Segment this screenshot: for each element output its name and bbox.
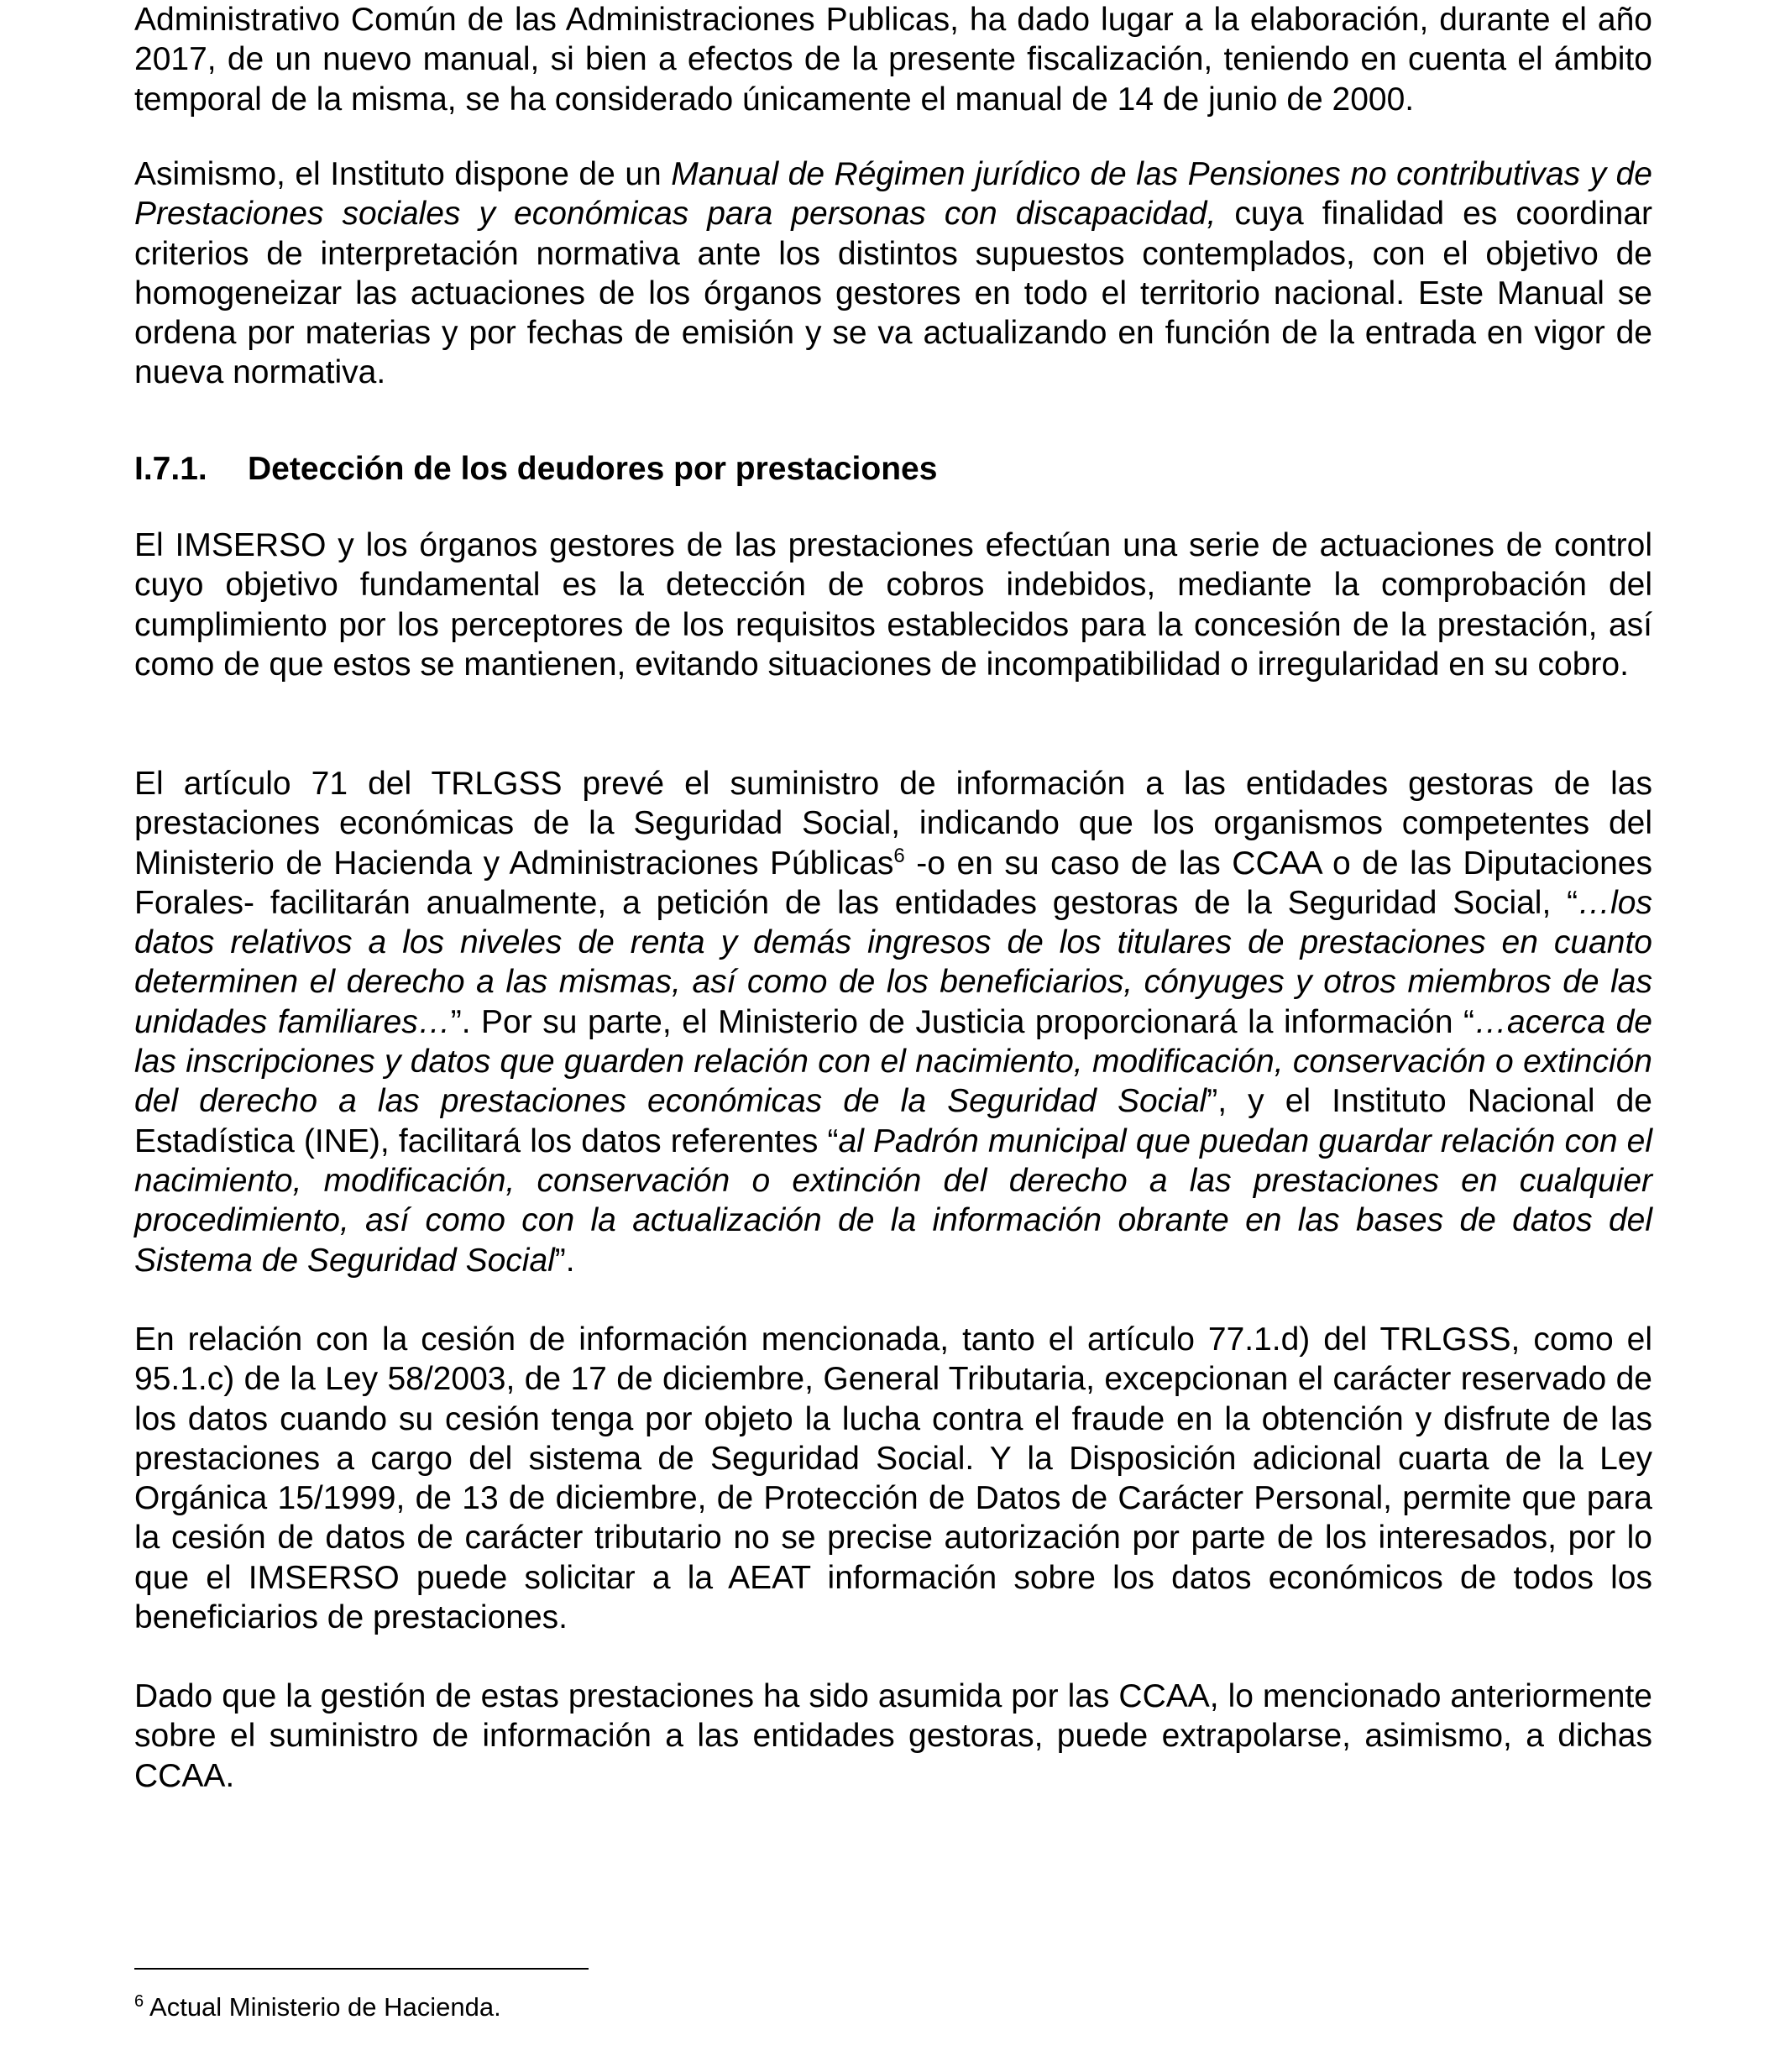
paragraph-articulo-71 <box>134 764 1652 1280</box>
text-run: -o en su caso de las CCAA o de las Diputaciones Forales- facilitarán anualmente, a petición de las entidades gestoras de la Seguridad Social, “ <box>134 845 1652 921</box>
paragraph-cesion-informacion: En relación con la cesión de información mencionada, tanto el artículo 77.1.d) del TRLGSS, como el 95.1.c) de la Ley 58/2003, de 17 de diciembre, General Tributaria, excepcionan el carácter reservado de los datos cuando su cesión tenga por objeto la lucha contra el fraude en la obtención y disfrute de las prestaciones a cargo del sistema de Seguridad Social. Y la Disposición adicional cuarta de la Ley Orgánica 15/1999, de 13 de diciembre, de Protección de Datos de Carácter Personal, permite que para la cesión de datos de carácter tributario no se precise autorización por parte de los interesados, por lo que el IMSERSO puede solicitar a la AEAT información sobre los datos económicos de todos los beneficiarios de prestaciones. <box>134 1321 1652 1636</box>
text-run: cuya finalidad es coordinar criterios de interpretación normativa ante los distintos supuestos contemplados, con el objetivo de homogeneizar las actuaciones de los órganos gestores en todo el territorio nacional. Este Manual se ordena por materias y por fechas de emisión y se va actualizando en función de la entrada en vigor de nueva normativa. <box>134 196 1653 391</box>
footnote <box>134 1991 1652 2023</box>
section-number: I.7.1. <box>134 451 207 487</box>
section-title: Detección de los deudores por prestaciones <box>248 451 938 487</box>
manual-title-italic: Manual de Régimen jurídico de las Pensiones no contributivas y de Prestaciones sociales y económicas para personas con discapacidad, <box>134 156 1652 233</box>
text-run: El artículo 71 del TRLGSS prevé el suministro de información a las entidades gestoras de las prestaciones económicas de la Seguridad Social, indicando que los organismos competentes del Ministerio de Hacienda y Administraciones Públicas <box>134 766 1652 882</box>
quote-italic: al Padrón municipal que puedan guardar relación con el nacimiento, modificación, conservación o extinción del derecho a las prestaciones en cualquier procedimiento, así como con la actualización de la información obrante en las bases de datos del Sistema de Seguridad Social <box>134 1122 1653 1279</box>
quote-italic: …los datos relativos a los niveles de renta y demás ingresos de los titulares de prestaciones en cuanto determinen el derecho a las mismas, así como de los beneficiarios, cónyuges y otros miembros de las unidades familiares… <box>134 884 1652 1040</box>
footnote-text: Actual Ministerio de Hacienda. <box>144 1992 501 2022</box>
paragraph-manual-regimen-juridico <box>134 154 1652 393</box>
footnote-mark: 6 <box>134 1992 144 2011</box>
text-run: Asimismo, el Instituto dispone de un <box>134 156 672 192</box>
paragraph-manual-2000: Administrativo Común de las Administraciones Publicas, ha dado lugar a la elaboración, durante el año 2017, de un nuevo manual, si bien a efectos de la presente fiscalización, teniendo en cuenta el ámbito temporal de la misma, se ha considerado únicamente el manual de 14 de junio de 2000. <box>134 2 1652 118</box>
section-heading <box>134 449 1652 489</box>
paragraph-ccaa-gestion: Dado que la gestión de estas prestaciones ha sido asumida por las CCAA, lo mencionado anteriormente sobre el suministro de información a las entidades gestoras, puede extrapolarse, asimismo, a dichas CCAA. <box>134 1678 1652 1794</box>
quote-italic: …acerca de las inscripciones y datos que guarden relación con el nacimiento, modificación, conservación o extinción del derecho a las prestaciones económicas de la Seguridad Social <box>134 1003 1652 1120</box>
footnote-separator <box>134 1968 589 1970</box>
paragraph-control-actions: El IMSERSO y los órganos gestores de las prestaciones efectúan una serie de actuaciones de control cuyo objetivo fundamental es la detección de cobros indebidos, mediante la comprobación del cumplimiento por los perceptores de los requisitos establecidos para la concesión de la prestación, así como de que estos se mantienen, evitando situaciones de incompatibilidad o irregularidad en su cobro. <box>134 527 1652 683</box>
text-run: ”. <box>554 1242 575 1279</box>
text-run: ”, y el Instituto Nacional de Estadística (INE), facilitará los datos referentes “ <box>134 1083 1652 1159</box>
text-run: ”. Por su parte, el Ministerio de Justicia proporcionará la información “ <box>450 1003 1475 1040</box>
footnote-reference[interactable]: 6 <box>893 844 905 867</box>
